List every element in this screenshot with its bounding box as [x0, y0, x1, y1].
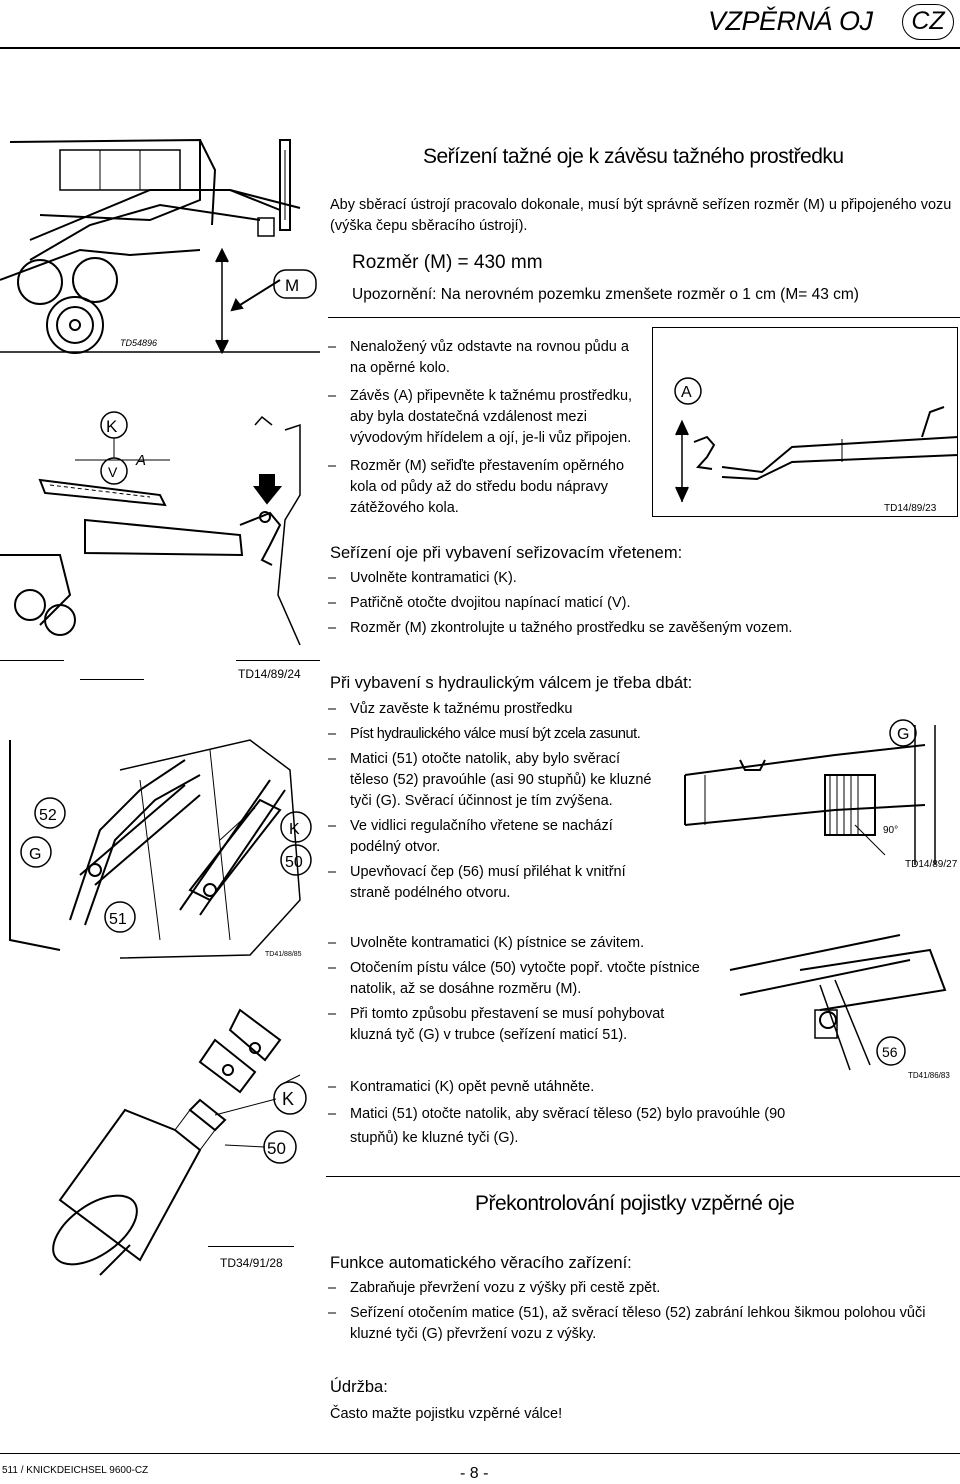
- figure-clamp-rod: [665, 715, 960, 875]
- fig2-label-k: K: [106, 417, 118, 436]
- fig4-label-51: 51: [109, 911, 127, 928]
- fig2-label-v: V: [108, 464, 118, 480]
- footer-doc: 511 / KNICKDEICHSEL 9600-CZ: [2, 1465, 149, 1476]
- fig1-label-m: M: [285, 276, 300, 295]
- fig4-label-52: 52: [39, 807, 57, 824]
- figure-cylinder: [40, 1000, 320, 1285]
- maintenance-text: Často mažte pojistku vzpěrné válce!: [330, 1406, 563, 1422]
- hydraulic-steps-a: [328, 699, 662, 904]
- fig4-code: TD14/89/24: [238, 667, 301, 681]
- header-lang-badge: [902, 4, 954, 40]
- hydraulic-heading: Při vybavení s hydraulickým válcem je třeba dbát:: [330, 674, 693, 692]
- section3-rule: [326, 1176, 960, 1177]
- section3-title: Překontrolování pojistky vzpěrné oje: [475, 1192, 795, 1215]
- figure-hydraulic-assembly: [0, 690, 320, 970]
- figure-fork-pin: [700, 930, 960, 1085]
- list-item: – Při tomto způsobu přestavení se musí pohybovat kluzná tyč (G) v trubce (seřízení maticí 51).: [328, 1004, 708, 1046]
- list-item: – Závěs (A) připevněte k tažnému prostředku, aby byla dostatečná vzdálenost mezi vývodovým hřídelem a ojí, je-li vůz připojen.: [328, 386, 646, 449]
- list-item: – Ve vidlici regulačního vřetene se nachází podélný otvor.: [328, 816, 662, 858]
- figure-drawbar: [0, 395, 320, 650]
- note-label: Upozornění:: [352, 286, 437, 303]
- figure-wagon-side: [0, 130, 320, 360]
- fig5-code: TD14/89/27: [905, 859, 958, 870]
- fig4-small-code: TD41/88/85: [265, 951, 302, 958]
- list-item: – Kontramatici (K) opět pevně utáhněte.: [328, 1077, 818, 1098]
- fig8-code: TD34/91/28: [220, 1256, 283, 1270]
- list-item: – Otočením pístu válce (50) vytočte popř. vtočte pístnice natolik, až se dosáhne rozměru (M).: [328, 958, 708, 1000]
- header-title: VZPĚRNÁ OJ: [708, 6, 873, 36]
- fig4-label-50: 50: [285, 854, 303, 871]
- maintenance-heading: Údržba:: [330, 1378, 388, 1396]
- list-item: – Uvolněte kontramatici (K) pístnice se závitem.: [328, 933, 708, 954]
- header-rule: [0, 47, 960, 49]
- footer-rule: [0, 1453, 960, 1454]
- list-item: – Upevňovací čep (56) musí přiléhat k vnitřní straně podélného otvoru.: [328, 862, 662, 904]
- fig6-code: TD41/86/83: [908, 1071, 950, 1080]
- fig2-label-a: A: [136, 452, 147, 469]
- section2-rule-left2: [80, 679, 144, 680]
- section2-rule-left: [0, 660, 64, 661]
- footer-page: - 8 -: [460, 1465, 489, 1482]
- fig3-code: TD14/89/23: [884, 503, 937, 514]
- fig3-label-a: A: [681, 384, 692, 401]
- list-item: – Matici (51) otočte natolik, aby svěrací těleso (52) bylo pravoúhle (90 stupňů) ke kluzné tyči (G).: [328, 1102, 818, 1150]
- hydraulic-steps-b: [328, 933, 708, 1046]
- hydraulic-steps-c: [328, 1077, 818, 1150]
- section1-title: Seřízení tažné oje k závěsu tažného prostředku: [423, 145, 844, 168]
- figure-coupling: [652, 327, 958, 517]
- list-item: – Patřičně otočte dvojitou napínací maticí (V).: [328, 593, 958, 614]
- spindle-steps: [328, 568, 958, 639]
- note-text: Na nerovném pozemku zmenšete rozměr o 1 cm (M= 43 cm): [436, 286, 859, 303]
- section1-intro: Aby sběrací ústrojí pracovalo dokonale, musí být správně seřízen rozměr (M) u připojeného vozu (výška čepu sběracího ústrojí).: [330, 197, 952, 234]
- fig1-code: TD54896: [120, 338, 158, 348]
- list-item: – Seřízení otočením matice (51), až svěrací těleso (52) zabrání lehkou šikmou polohou vůči kluzné tyči (G) převržení vozu z výšky.: [328, 1303, 958, 1345]
- list-item: – Rozměr (M) seřiďte přestavením opěrného kola od půdy až do středu bodu nápravy zátěžového kola.: [328, 456, 646, 519]
- fig4-label-k: K: [289, 821, 300, 838]
- list-item: – Vůz zavěste k tažnému prostředku: [328, 699, 662, 720]
- dimension-m: Rozměr (M) = 430 mm: [352, 252, 543, 273]
- fig7-label-50: 50: [267, 1139, 286, 1158]
- function-steps: [328, 1278, 958, 1345]
- section1-rule: [328, 317, 960, 318]
- function-heading: Funkce automatického věracího zařízení:: [330, 1254, 632, 1272]
- list-item: – Zabraňuje převržení vozu z výšky při cestě zpět.: [328, 1278, 958, 1299]
- list-item: – Rozměr (M) zkontrolujte u tažného prostředku se zavěšeným vozem.: [328, 618, 958, 639]
- list-item: – Matici (51) otočte natolik, aby bylo svěrací těleso (52) pravoúhle (asi 90 stupňů) ke kluzné tyči (G). Svěrací účinnost je tím zvýšena.: [328, 749, 662, 812]
- section2-rule-mid: [236, 660, 320, 661]
- fig5-label-g: G: [897, 726, 910, 743]
- fig7-label-k: K: [282, 1089, 295, 1109]
- dimension-note: [352, 284, 859, 305]
- section1-steps: [328, 337, 646, 519]
- spindle-heading: Seřízení oje při vybavení seřizovacím vřetenem:: [330, 544, 683, 562]
- fig4-label-g: G: [29, 846, 42, 863]
- fig6-label-56: 56: [882, 1044, 898, 1060]
- list-item: – Píst hydraulického válce musí být zcela zasunut.: [328, 724, 662, 745]
- header-lang: CZ: [911, 7, 945, 35]
- fig5-angle: 90°: [883, 825, 899, 836]
- list-item: – Nenaložený vůz odstavte na rovnou půdu a na opěrné kolo.: [328, 337, 646, 379]
- list-item: – Uvolněte kontramatici (K).: [328, 568, 958, 589]
